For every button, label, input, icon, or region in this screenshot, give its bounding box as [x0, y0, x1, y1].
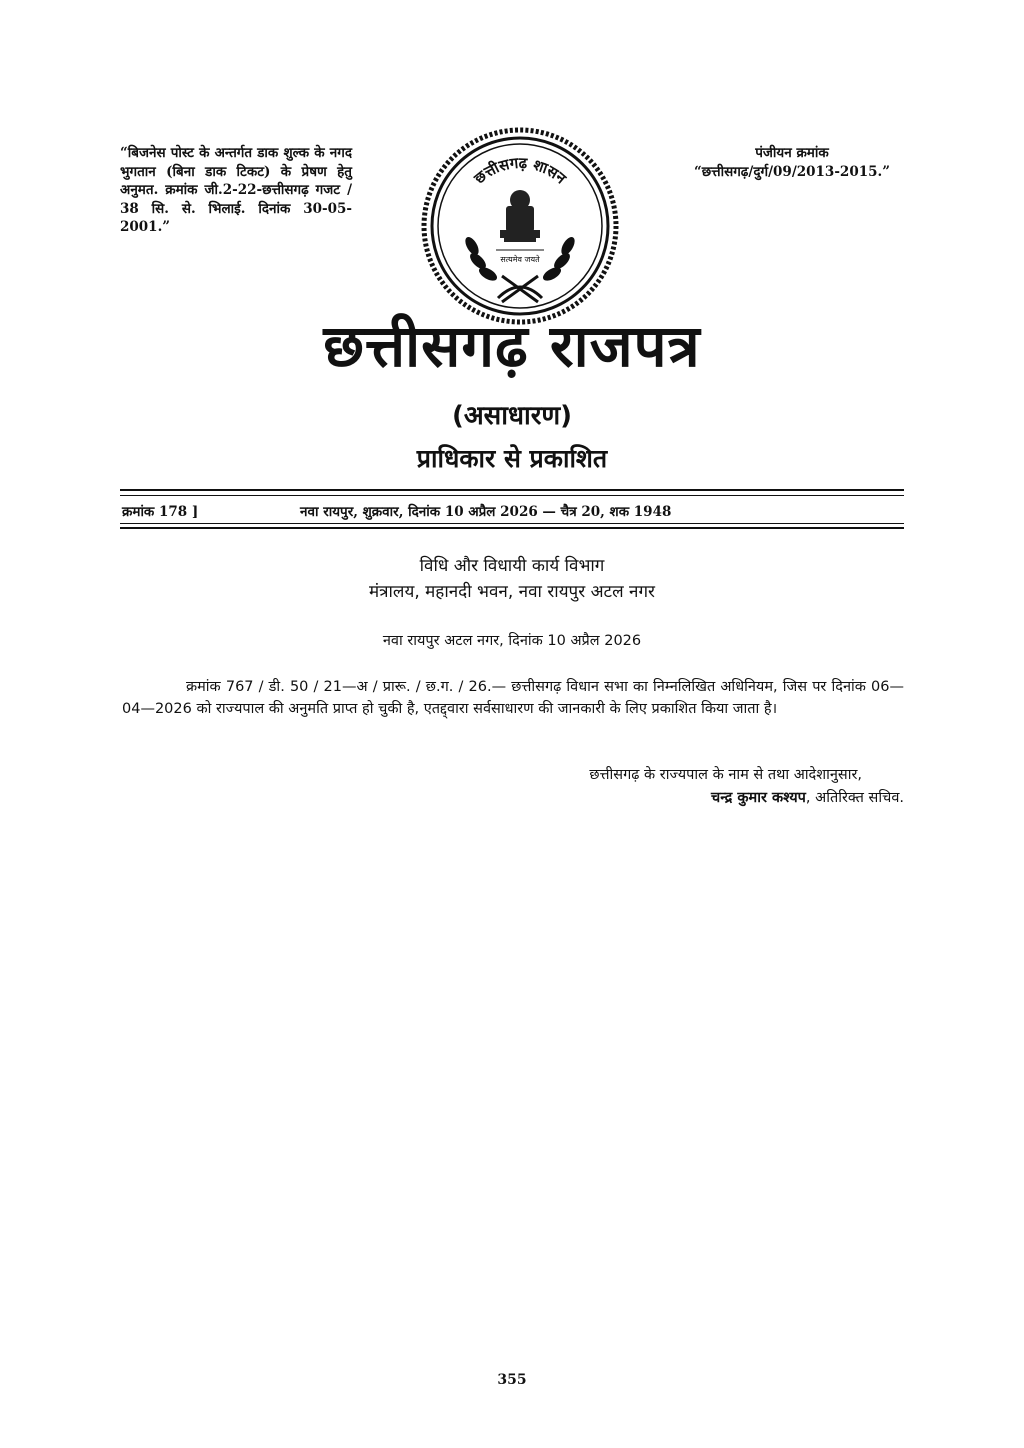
- gazette-authority: प्राधिकार से प्रकाशित: [416, 444, 608, 473]
- postal-permission-note: “बिजनेस पोस्ट के अन्तर्गत डाक शुल्क के नगद भुगतान (बिना डाक टिकट) के प्रेषण हेतु अनुमत. क्रमांक जी.2-22-छत्तीसगढ़ गजट / 38 सि. से. भिलाई. दिनांक 30-05-2001.”: [120, 145, 352, 235]
- bottom-rule-2: [120, 527, 904, 529]
- department-address: मंत्रालय, महानदी भवन, नवा रायपुर अटल नगर: [368, 582, 656, 602]
- signature-authority-line: छत्तीसगढ़ के राज्यपाल के नाम से तथा आदेशानुसार,: [589, 767, 862, 783]
- department-header: [0, 553, 1024, 605]
- registration-block: [672, 144, 912, 182]
- svg-text:छत्तीसगढ़ शासन: [470, 154, 570, 188]
- notice-body: क्रमांक 767 / डी. 50 / 21—अ / प्रारू. / छ.ग. / 26.— छत्तीसगढ़ विधान सभा का निम्नलिखित अधिनियम, जिस पर दिनांक 06—04—2026 को राज्यपाल की अनुमति प्राप्त हो चुकी है, एतद्द्वारा सर्वसाधारण की जानकारी के लिए प्रकाशित किया जाता है।: [122, 679, 904, 717]
- top-rule-1: [120, 489, 904, 491]
- registration-number: “छत्तीसगढ़/दुर्ग/09/2013-2015.”: [694, 164, 890, 180]
- emblem-motto: सत्यमेव जयते: [500, 255, 540, 264]
- state-emblem-seal: [420, 126, 620, 326]
- emblem-arc-text: छत्तीसगढ़ शासन: [470, 153, 570, 188]
- issue-number: क्रमांक 178 ]: [122, 504, 199, 520]
- page-number: 355: [497, 1372, 527, 1388]
- issue-date-line: नवा रायपुर, शुक्रवार, दिनांक 10 अप्रैल 2026 — चैत्र 20, शक 1948: [300, 504, 672, 520]
- signature-block: [400, 787, 904, 807]
- gazette-type: (असाधारण): [451, 401, 573, 431]
- signatory-title: , अतिरिक्त सचिव.: [805, 790, 904, 806]
- department-name: विधि और विधायी कार्य विभाग: [419, 556, 605, 576]
- gazette-title: छत्तीसगढ़ राजपत्र: [323, 312, 701, 380]
- registration-label: पंजीयन क्रमांक: [755, 145, 829, 161]
- signatory-name: चन्द्र कुमार कश्यप: [710, 790, 806, 806]
- notice-place-date: नवा रायपुर अटल नगर, दिनांक 10 अप्रैल 2026: [382, 633, 642, 649]
- top-rule-2: [120, 495, 904, 496]
- bottom-rule-1: [120, 523, 904, 524]
